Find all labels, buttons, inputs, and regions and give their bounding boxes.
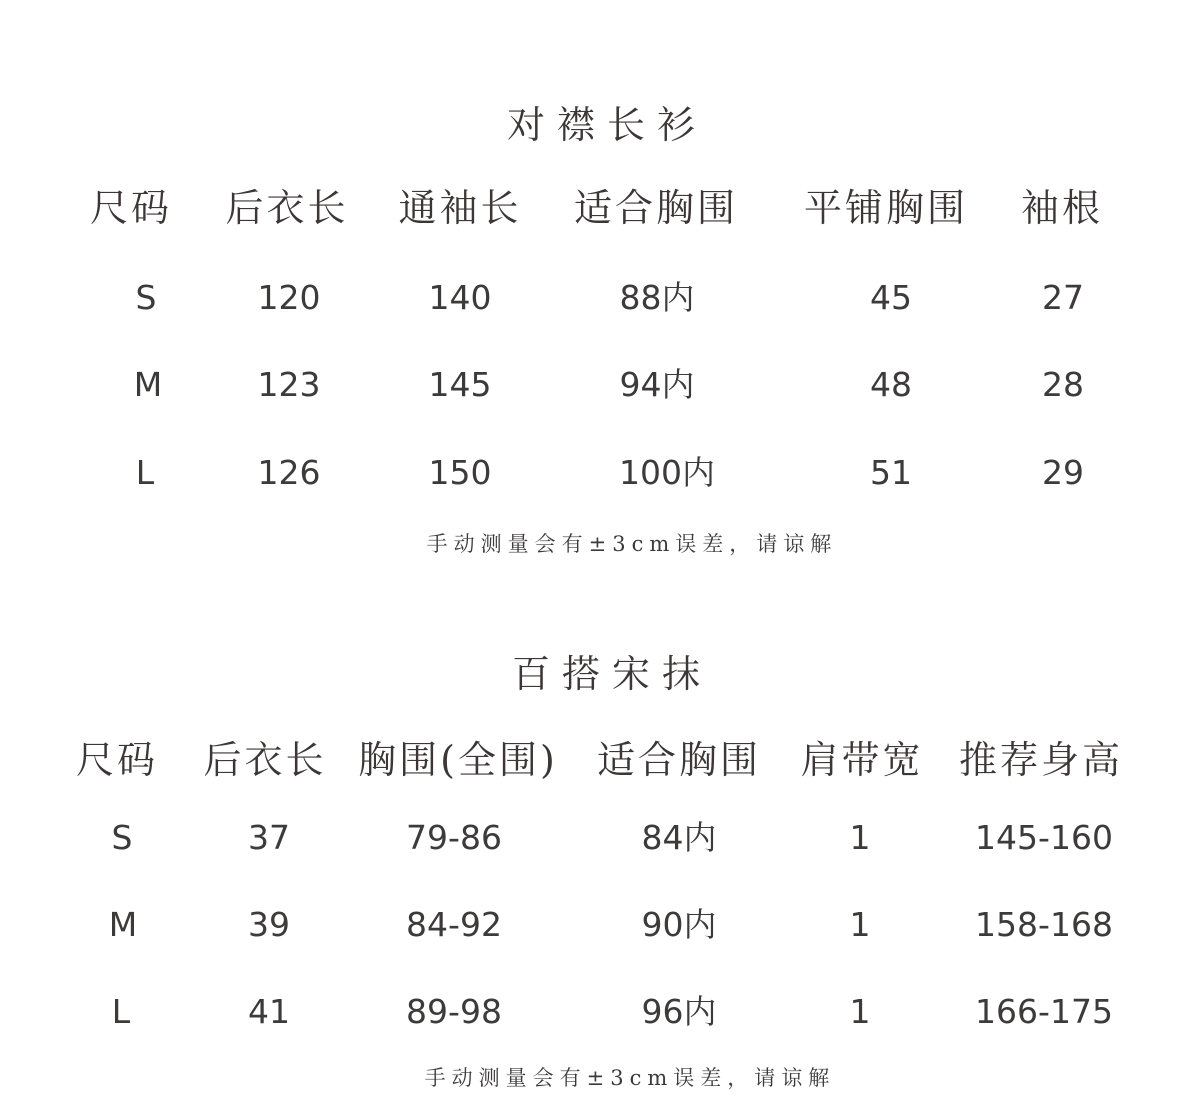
cell-back-length: 41 [248, 992, 290, 1031]
table-title: 对襟长衫 [506, 103, 708, 147]
cell-recommended-height: 158-168 [975, 905, 1113, 944]
cell-bust-full: 84-92 [406, 905, 502, 944]
cell-size: M [108, 905, 138, 944]
cell-fit-bust: 100内 [619, 453, 715, 492]
header-size: 尺码 [89, 186, 173, 230]
cell-flat-bust: 48 [870, 365, 912, 404]
header-flat-bust: 平铺胸围 [803, 186, 969, 230]
cell-back-length: 126 [257, 453, 321, 492]
cell-size: L [135, 453, 155, 492]
cell-size: S [111, 818, 133, 857]
table-title: 百搭宋抹 [511, 652, 713, 696]
cell-fit-bust: 90内 [641, 905, 717, 944]
cell-fit-bust: 96内 [641, 992, 717, 1031]
header-fit-bust: 适合胸围 [573, 186, 739, 230]
header-recommended-height: 推荐身高 [958, 738, 1124, 782]
cell-strap-width: 1 [849, 905, 871, 944]
cell-armhole: 29 [1042, 453, 1084, 492]
header-armhole: 袖根 [1020, 186, 1104, 230]
measurement-note: 手动测量会有±3cm误差，请谅解 [424, 1066, 836, 1090]
header-back-length: 后衣长 [203, 738, 327, 782]
cell-back-length: 123 [257, 365, 321, 404]
cell-fit-bust: 84内 [641, 818, 717, 857]
cell-armhole: 28 [1042, 365, 1084, 404]
cell-flat-bust: 45 [870, 278, 912, 317]
cell-size: L [111, 992, 131, 1031]
cell-fit-bust: 88内 [619, 278, 695, 317]
cell-size: M [133, 365, 163, 404]
header-fit-bust: 适合胸围 [596, 738, 762, 782]
measurement-note: 手动测量会有±3cm误差，请谅解 [426, 532, 838, 556]
header-strap-width: 肩带宽 [800, 738, 924, 782]
cell-recommended-height: 166-175 [975, 992, 1113, 1031]
cell-recommended-height: 145-160 [975, 818, 1113, 857]
cell-back-length: 120 [257, 278, 321, 317]
cell-fit-bust: 94内 [619, 365, 695, 404]
cell-flat-bust: 51 [870, 453, 912, 492]
cell-bust-full: 89-98 [406, 992, 502, 1031]
cell-strap-width: 1 [849, 818, 871, 857]
cell-back-length: 39 [248, 905, 290, 944]
cell-sleeve-length: 140 [428, 278, 492, 317]
cell-strap-width: 1 [849, 992, 871, 1031]
cell-armhole: 27 [1042, 278, 1084, 317]
cell-size: S [135, 278, 157, 317]
header-bust-full: 胸围(全围) [358, 738, 558, 782]
header-sleeve-length: 通袖长 [398, 186, 522, 230]
cell-sleeve-length: 150 [428, 453, 492, 492]
cell-bust-full: 79-86 [406, 818, 502, 857]
cell-back-length: 37 [248, 818, 290, 857]
header-back-length: 后衣长 [225, 186, 349, 230]
cell-sleeve-length: 145 [428, 365, 492, 404]
header-size: 尺码 [75, 738, 159, 782]
